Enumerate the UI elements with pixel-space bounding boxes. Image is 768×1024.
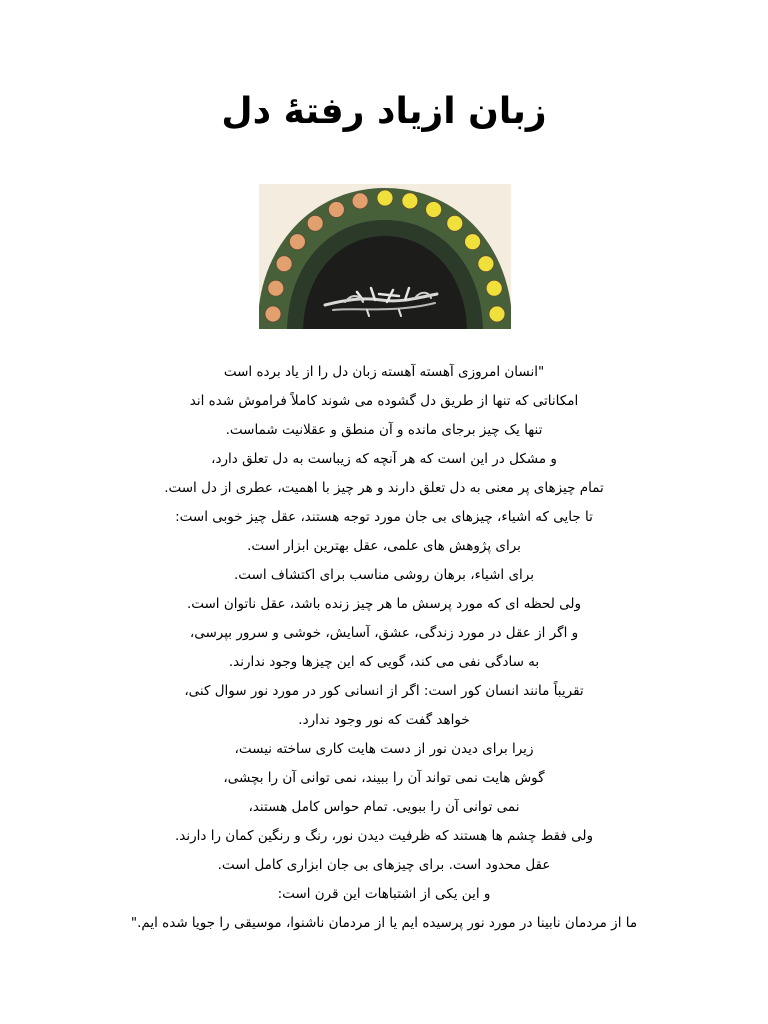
poem-line: گوش هایت نمی تواند آن را ببیند، نمی توانی آن را بچشی، <box>223 770 545 786</box>
arch-dot <box>265 306 281 322</box>
poem-line: زیرا برای دیدن نور از دست هایت کاری ساخته نیست، <box>234 741 534 757</box>
poem-line: امکاناتی که تنها از طریق دل گشوده می شوند کاملاً فراموش شده اند <box>189 393 579 409</box>
poem-line: ولی فقط چشم ها هستند که ظرفیت دیدن نور، رنگ و رنگین کمان را دارند. <box>175 828 593 844</box>
poem-line: تنها یک چیز برجای مانده و آن منطق و عقلانیت شماست. <box>225 422 543 438</box>
arch-dot <box>289 234 305 250</box>
arch-dot <box>307 215 323 231</box>
arch-dot <box>489 306 505 322</box>
poem-line: نمی توانی آن را ببویی. تمام حواس کامل هستند، <box>248 799 520 815</box>
arch-dot <box>465 234 481 250</box>
poem-line: تمام چیزهای پر معنی به دل تعلق دارند و هر چیز با اهمیت، عطری از دل است. <box>164 480 604 496</box>
poem-line: عقل محدود است. برای چیزهای بی جان ابزاری کامل است. <box>217 857 551 873</box>
arch-dot <box>352 193 368 209</box>
poem-text <box>80 358 688 938</box>
poem-line: برای پژوهش های علمی، عقل بهترین ابزار است. <box>247 538 521 554</box>
poem-line: تا جایی که اشیاء، چیزهای بی جان مورد توجه هستند، عقل چیز خوبی است: <box>175 509 593 525</box>
poem-line: "انسان امروزی آهسته آهسته زبان دل را از یاد برده است <box>223 364 545 380</box>
arch-dot <box>377 190 393 206</box>
arch-illustration <box>259 184 511 329</box>
arch-dot <box>478 256 494 272</box>
arch-dot <box>447 215 463 231</box>
arch-dot <box>402 193 418 209</box>
arch-dot <box>426 202 442 218</box>
poem-line: ما از مردمان نابینا در مورد نور پرسیده ایم یا از مردمان ناشنوا، موسیقی را جویا شده ایم." <box>130 915 638 931</box>
arch-dot <box>328 202 344 218</box>
arch-dot <box>486 280 502 296</box>
poem-line: خواهد گفت که نور وجود ندارد. <box>298 712 470 728</box>
poem-line: ولی لحظه ای که مورد پرسش ما هر چیز زنده باشد، عقل ناتوان است. <box>186 596 582 612</box>
arch-dot <box>276 256 292 272</box>
arch-dot <box>268 280 284 296</box>
poem-line: و اگر از عقل در مورد زندگی، عشق، آسایش، خوشی و سرور بپرسی، <box>189 625 579 641</box>
poem-line: و مشکل در این است که هر آنچه که زیباست به دل تعلق دارد، <box>211 451 557 467</box>
page-title: زبان ازیاد رفتهٔ دل <box>221 91 547 132</box>
poem-line: برای اشیاء، برهان روشی مناسب برای اکتشاف است. <box>234 567 534 583</box>
poem-line: تقریباً مانند انسان کور است: اگر از انسانی کور در مورد نور سوال کنی، <box>184 683 584 699</box>
poem-line: و این یکی از اشتباهات این قرن است: <box>277 886 491 902</box>
poem-line: به سادگی نفی می کند، گویی که این چیزها وجود ندارند. <box>228 654 540 670</box>
arch-artwork <box>259 184 511 329</box>
